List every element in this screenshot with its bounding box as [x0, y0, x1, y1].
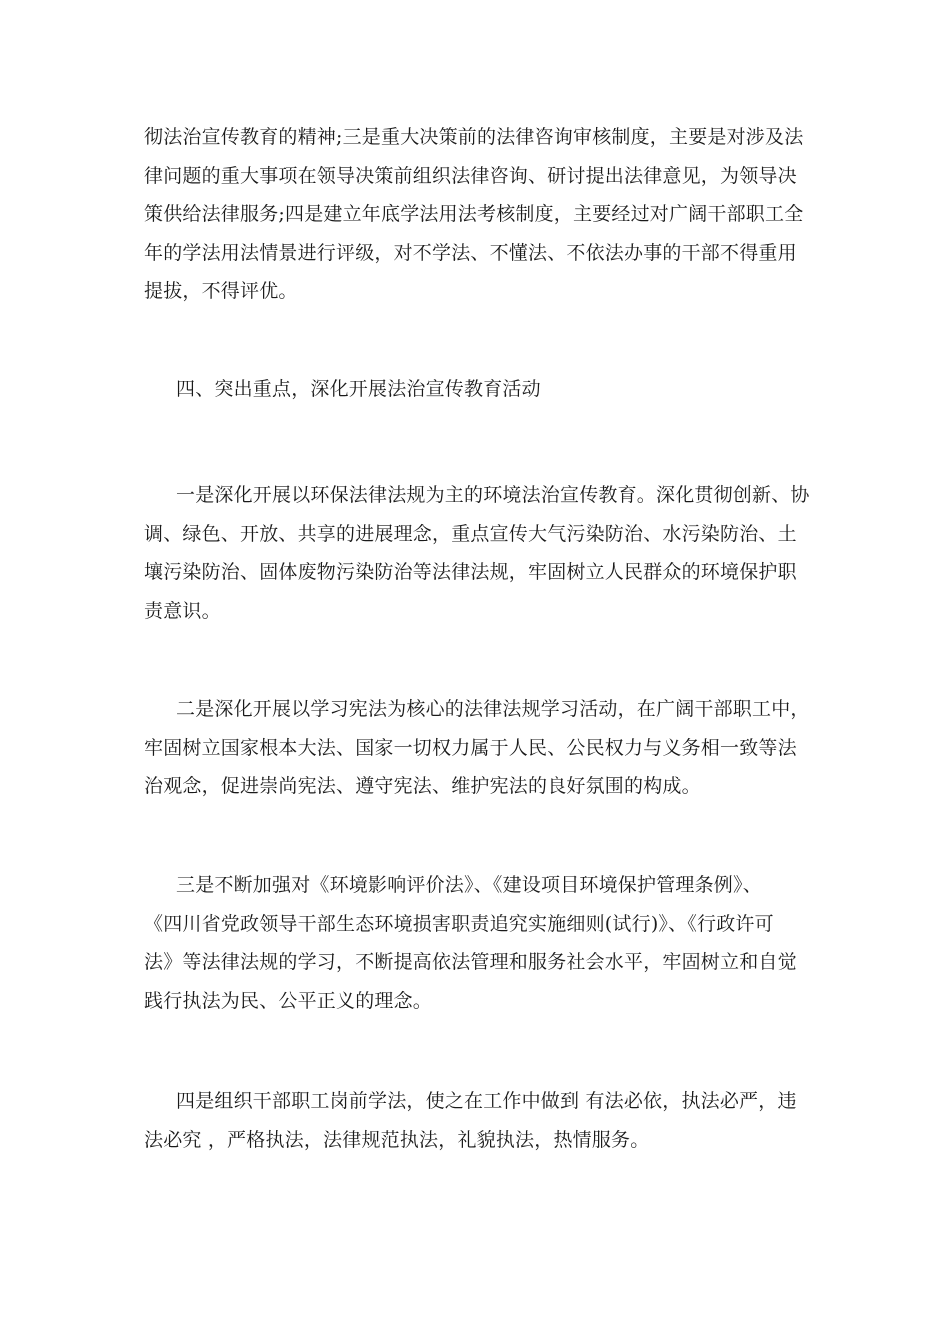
text-line: 法》等法律法规的学习，不断提高依法管理和服务社会水平，牢固树立和自觉 — [144, 951, 797, 973]
text-line: 责意识。 — [144, 599, 221, 622]
heading-text: 四、突出重点，深化开展法治宣传教育活动 — [176, 378, 541, 400]
text-line: 践行执法为民、公平正义的理念。 — [144, 989, 433, 1012]
text-line: 策供给法律服务;四是建立年底学法用法考核制度，主要经过对广阔干部职工全 — [144, 203, 804, 225]
text-line: 二是深化开展以学习宪法为核心的法律法规学习活动，在广阔干部职工中， — [176, 698, 810, 720]
text-line: 调、绿色、开放、共享的进展理念，重点宣传大气污染防治、水污染防治、土 — [144, 522, 797, 545]
text-line: 治观念，促进崇尚宪法、遵守宪法、维护宪法的良好氛围的构成。 — [144, 775, 701, 797]
text-line: 牢固树立国家根本大法、国家一切权力属于人民、公民权力与义务相一致等法 — [144, 736, 797, 759]
text-line: 年的学法用法情景进行评级，对不学法、不懂法、不依法办事的干部不得重用 — [144, 241, 797, 264]
text-line: 律问题的重大事项在领导决策前组织法律咨询、研讨提出法律意见，为领导决 — [144, 164, 797, 187]
text-line: 三是不断加强对《环境影响评价法》、《建设项目环境保护管理条例》、 — [176, 874, 762, 896]
text-line: 壤污染防治、固体废物污染防治等法律法规，牢固树立人民群众的环境保护职 — [144, 561, 797, 583]
text-line: 四是组织干部职工岗前学法，使之在工作中做到 有法必依，执法必严，违 — [176, 1090, 797, 1112]
text-line: 法必究 ，严格执法，法律规范执法，礼貌执法，热情服务。 — [144, 1128, 650, 1151]
paragraph-continuation — [144, 118, 812, 311]
paragraph-item-4 — [144, 1082, 812, 1159]
text-line: 彻法治宣传教育的精神;三是重大决策前的法律咨询审核制度，主要是对涉及法 — [144, 126, 804, 148]
section-heading — [144, 370, 812, 409]
text-line: 一是深化开展以环保法律法规为主的环境法治宣传教育。深化贯彻创新、协 — [176, 484, 810, 506]
text-line: 《四川省党政领导干部生态环境损害职责追究实施细则(试行)》、《行政许可 — [144, 912, 774, 935]
text-line: 提拔，不得评优。 — [144, 280, 298, 302]
paragraph-item-1 — [144, 476, 812, 630]
paragraph-item-3 — [144, 866, 812, 1020]
paragraph-item-2 — [144, 690, 812, 806]
